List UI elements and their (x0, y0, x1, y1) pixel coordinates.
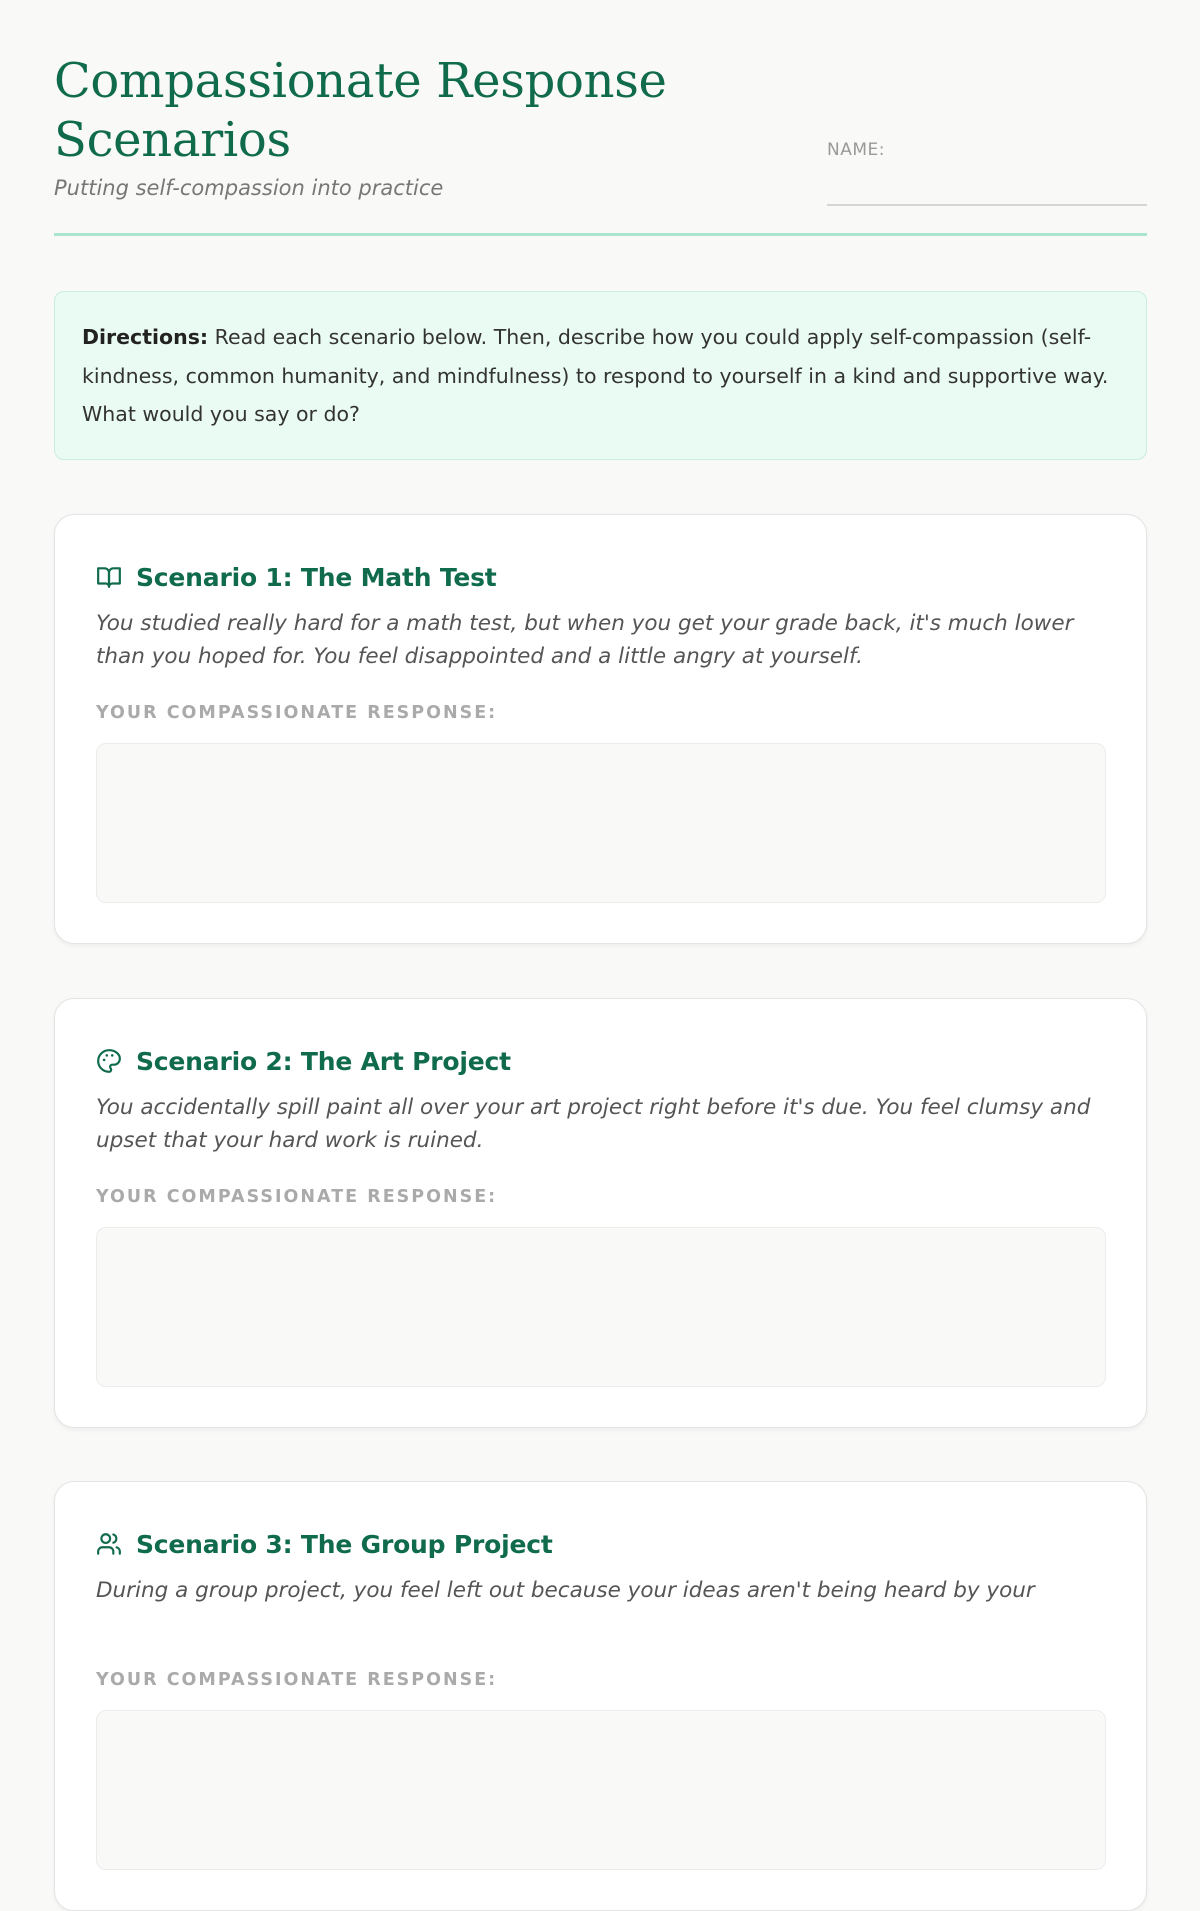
palette-icon (96, 1048, 122, 1074)
scenario-title: Scenario 2: The Art Project (136, 1046, 511, 1076)
directions-label: Directions: (82, 325, 209, 349)
users-icon (96, 1531, 122, 1557)
page-title: Compassionate Response Scenarios (54, 53, 667, 168)
scenario-title-row (96, 1044, 511, 1078)
response-label: YOUR COMPASSIONATE RESPONSE: (96, 703, 498, 723)
scenario-title-row (96, 1527, 553, 1561)
scenario-description: You studied really hard for a math test, but when you get your grade back, it's much lower than you hoped for. You feel disappointed and a little angry at yourself. (96, 611, 1074, 669)
directions-text: Read each scenario below. Then, describe how you could apply self-compassion (self-kindness, common humanity, and mindfulness) to respond to yourself in a kind and supportive way. What would you say or do? (82, 325, 1109, 426)
response-input[interactable] (96, 1710, 1106, 1870)
scenario-card (54, 1481, 1147, 1911)
scenario-description: During a group project, you feel left out because your ideas aren't being heard by your (96, 1578, 1035, 1603)
response-label: YOUR COMPASSIONATE RESPONSE: (96, 1187, 498, 1207)
scenario-card (54, 998, 1147, 1428)
page-subtitle: Putting self-compassion into practice (54, 176, 444, 200)
scenario-title: Scenario 3: The Group Project (136, 1529, 553, 1559)
response-input[interactable] (96, 743, 1106, 903)
scenario-title-row (96, 560, 497, 594)
scenario-description: You accidentally spill paint all over your art project right before it's due. You feel clumsy and upset that your hard work is ruined. (96, 1095, 1091, 1153)
directions-box (54, 291, 1147, 460)
scenario-card (54, 514, 1147, 944)
response-input[interactable] (96, 1227, 1106, 1387)
response-label: YOUR COMPASSIONATE RESPONSE: (96, 1670, 498, 1690)
worksheet (54, 0, 1147, 1690)
name-label: NAME: (827, 140, 885, 160)
name-field[interactable] (827, 140, 1147, 206)
book-icon (96, 564, 122, 590)
worksheet-header (54, 0, 1147, 236)
scenario-title: Scenario 1: The Math Test (136, 562, 497, 592)
